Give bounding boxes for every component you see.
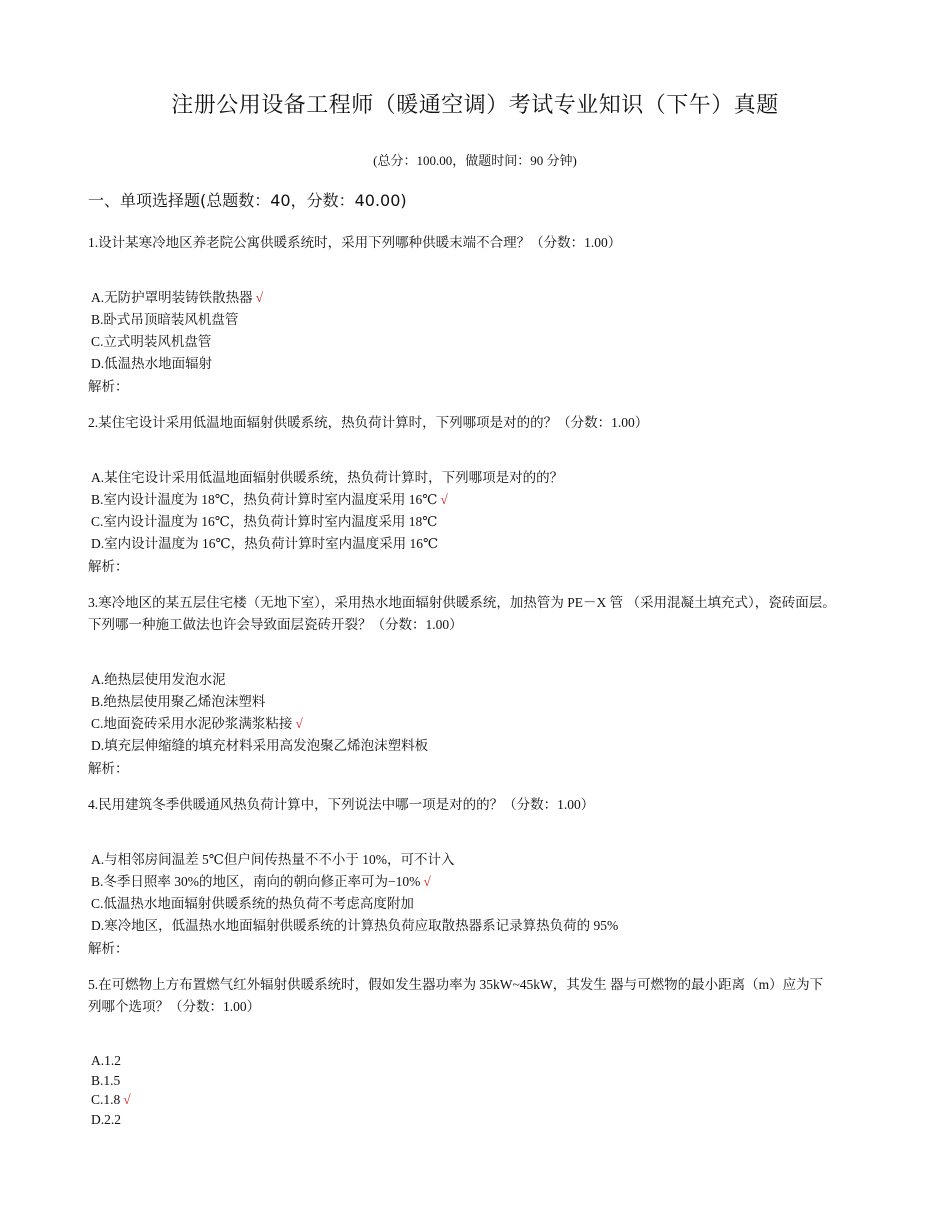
option-a (91, 467, 891, 489)
option-text: C.1.8 (91, 1092, 121, 1107)
option-a (91, 669, 891, 691)
question-4-stem: 4.民用建筑冬季供暖通风热负荷计算中，下列说法中哪一项是对的的？（分数：1.00） (88, 797, 595, 812)
question-5-stem-line-1: 5.在可燃物上方布置燃气红外辐射供暖系统时，假如发生器功率为 35kW~45kW，其发生 器与可燃物的最小距离（m）应为下 (88, 977, 824, 992)
option-d (91, 353, 891, 375)
answer-check-mark: √ (255, 290, 264, 305)
document-subtitle: (总分：100.00，做题时间：90 分钟) (373, 153, 577, 168)
answer-check-mark: √ (423, 874, 431, 889)
option-text: D.2.2 (91, 1111, 121, 1127)
option-c (91, 511, 891, 533)
option-text: B.室内设计温度为 18℃，热负荷计算时室内温度采用 16℃ (91, 492, 438, 507)
question-1-stem: 1.设计某寒冷地区养老院公寓供暖系统时，采用下列哪种供暖末端不合理？（分数：1.00） (88, 235, 622, 250)
option-text: B.1.5 (91, 1072, 121, 1088)
question-4-analysis: 解析： (88, 941, 129, 956)
option-text: C.地面瓷砖采用水泥砂浆满浆粘接 (91, 716, 293, 731)
section-heading: 一、单项选择题(总题数：40，分数：40.00) (88, 191, 407, 210)
option-d (91, 915, 891, 937)
option-c (91, 1090, 891, 1110)
answer-check-mark: √ (440, 492, 448, 507)
option-c (91, 893, 891, 915)
question-5-stem-line-2: 列哪个选项？（分数：1.00） (88, 999, 261, 1014)
question-3-stem (88, 592, 948, 636)
option-text: D.低温热水地面辐射 (91, 356, 213, 371)
option-text: A.绝热层使用发泡水泥 (91, 672, 226, 687)
question-5-options (91, 1051, 891, 1129)
option-text: C.室内设计温度为 16℃，热负荷计算时室内温度采用 18℃ (91, 514, 438, 529)
option-text: D.寒冷地区，低温热水地面辐射供暖系统的计算热负荷应取散热器系记录算热负荷的 95% (91, 918, 619, 933)
option-text: A.与相邻房间温差 5℃但户间传热量不不小于 10%，可不计入 (91, 852, 455, 867)
question-2-options (91, 467, 891, 555)
document-title: 注册公用设备工程师（暖通空调）考试专业知识（下午）真题 (171, 93, 779, 118)
option-text: D.填充层伸缩缝的填充材料采用高发泡聚乙烯泡沫塑料板 (91, 738, 429, 753)
option-a (91, 1051, 891, 1071)
option-text: D.室内设计温度为 16℃，热负荷计算时室内温度采用 16℃ (91, 536, 439, 551)
option-text: B.卧式吊顶暗装风机盘管 (91, 312, 239, 327)
option-b (91, 691, 891, 713)
option-b (91, 1071, 891, 1091)
question-4-options (91, 849, 891, 937)
option-a (91, 849, 891, 871)
option-text: A.1.2 (91, 1053, 121, 1068)
question-1-analysis: 解析： (88, 379, 129, 394)
question-3-stem-line-1: 3.寒冷地区的某五层住宅楼（无地下室），采用热水地面辐射供暖系统，加热管为 PE－X 管 （采用混凝土填充式），瓷砖面层。 (88, 595, 836, 610)
answer-check-mark: √ (295, 716, 303, 731)
question-2-stem: 2.某住宅设计采用低温地面辐射供暖系统，热负荷计算时，下列哪项是对的的？（分数：1.00） (88, 415, 649, 430)
option-b (91, 871, 891, 893)
option-text: C.低温热水地面辐射供暖系统的热负荷不考虑高度附加 (91, 896, 414, 911)
option-text: A.某住宅设计采用低温地面辐射供暖系统，热负荷计算时，下列哪项是对的的？ (91, 470, 564, 485)
option-d (91, 533, 891, 555)
option-b (91, 309, 891, 331)
question-2-analysis: 解析： (88, 559, 129, 574)
option-text: B.冬季日照率 30%的地区，南向的朝向修正率可为−10% (91, 874, 421, 889)
option-d (91, 735, 891, 757)
option-c (91, 713, 891, 735)
option-b (91, 489, 891, 511)
question-3-analysis: 解析： (88, 761, 129, 776)
option-a (91, 287, 891, 309)
question-5-stem (88, 974, 868, 1018)
option-text: A.无防护罩明装铸铁散热器 (91, 290, 253, 305)
question-3-stem-line-2: 下列哪一种施工做法也许会导致面层瓷砖开裂？（分数：1.00） (88, 617, 463, 632)
option-c (91, 331, 891, 353)
question-1-options (91, 287, 891, 375)
question-3-options (91, 669, 891, 757)
option-d (91, 1110, 891, 1130)
option-text: B.绝热层使用聚乙烯泡沫塑料 (91, 694, 266, 709)
option-text: C.立式明装风机盘管 (91, 334, 212, 349)
answer-check-mark: √ (123, 1092, 131, 1107)
